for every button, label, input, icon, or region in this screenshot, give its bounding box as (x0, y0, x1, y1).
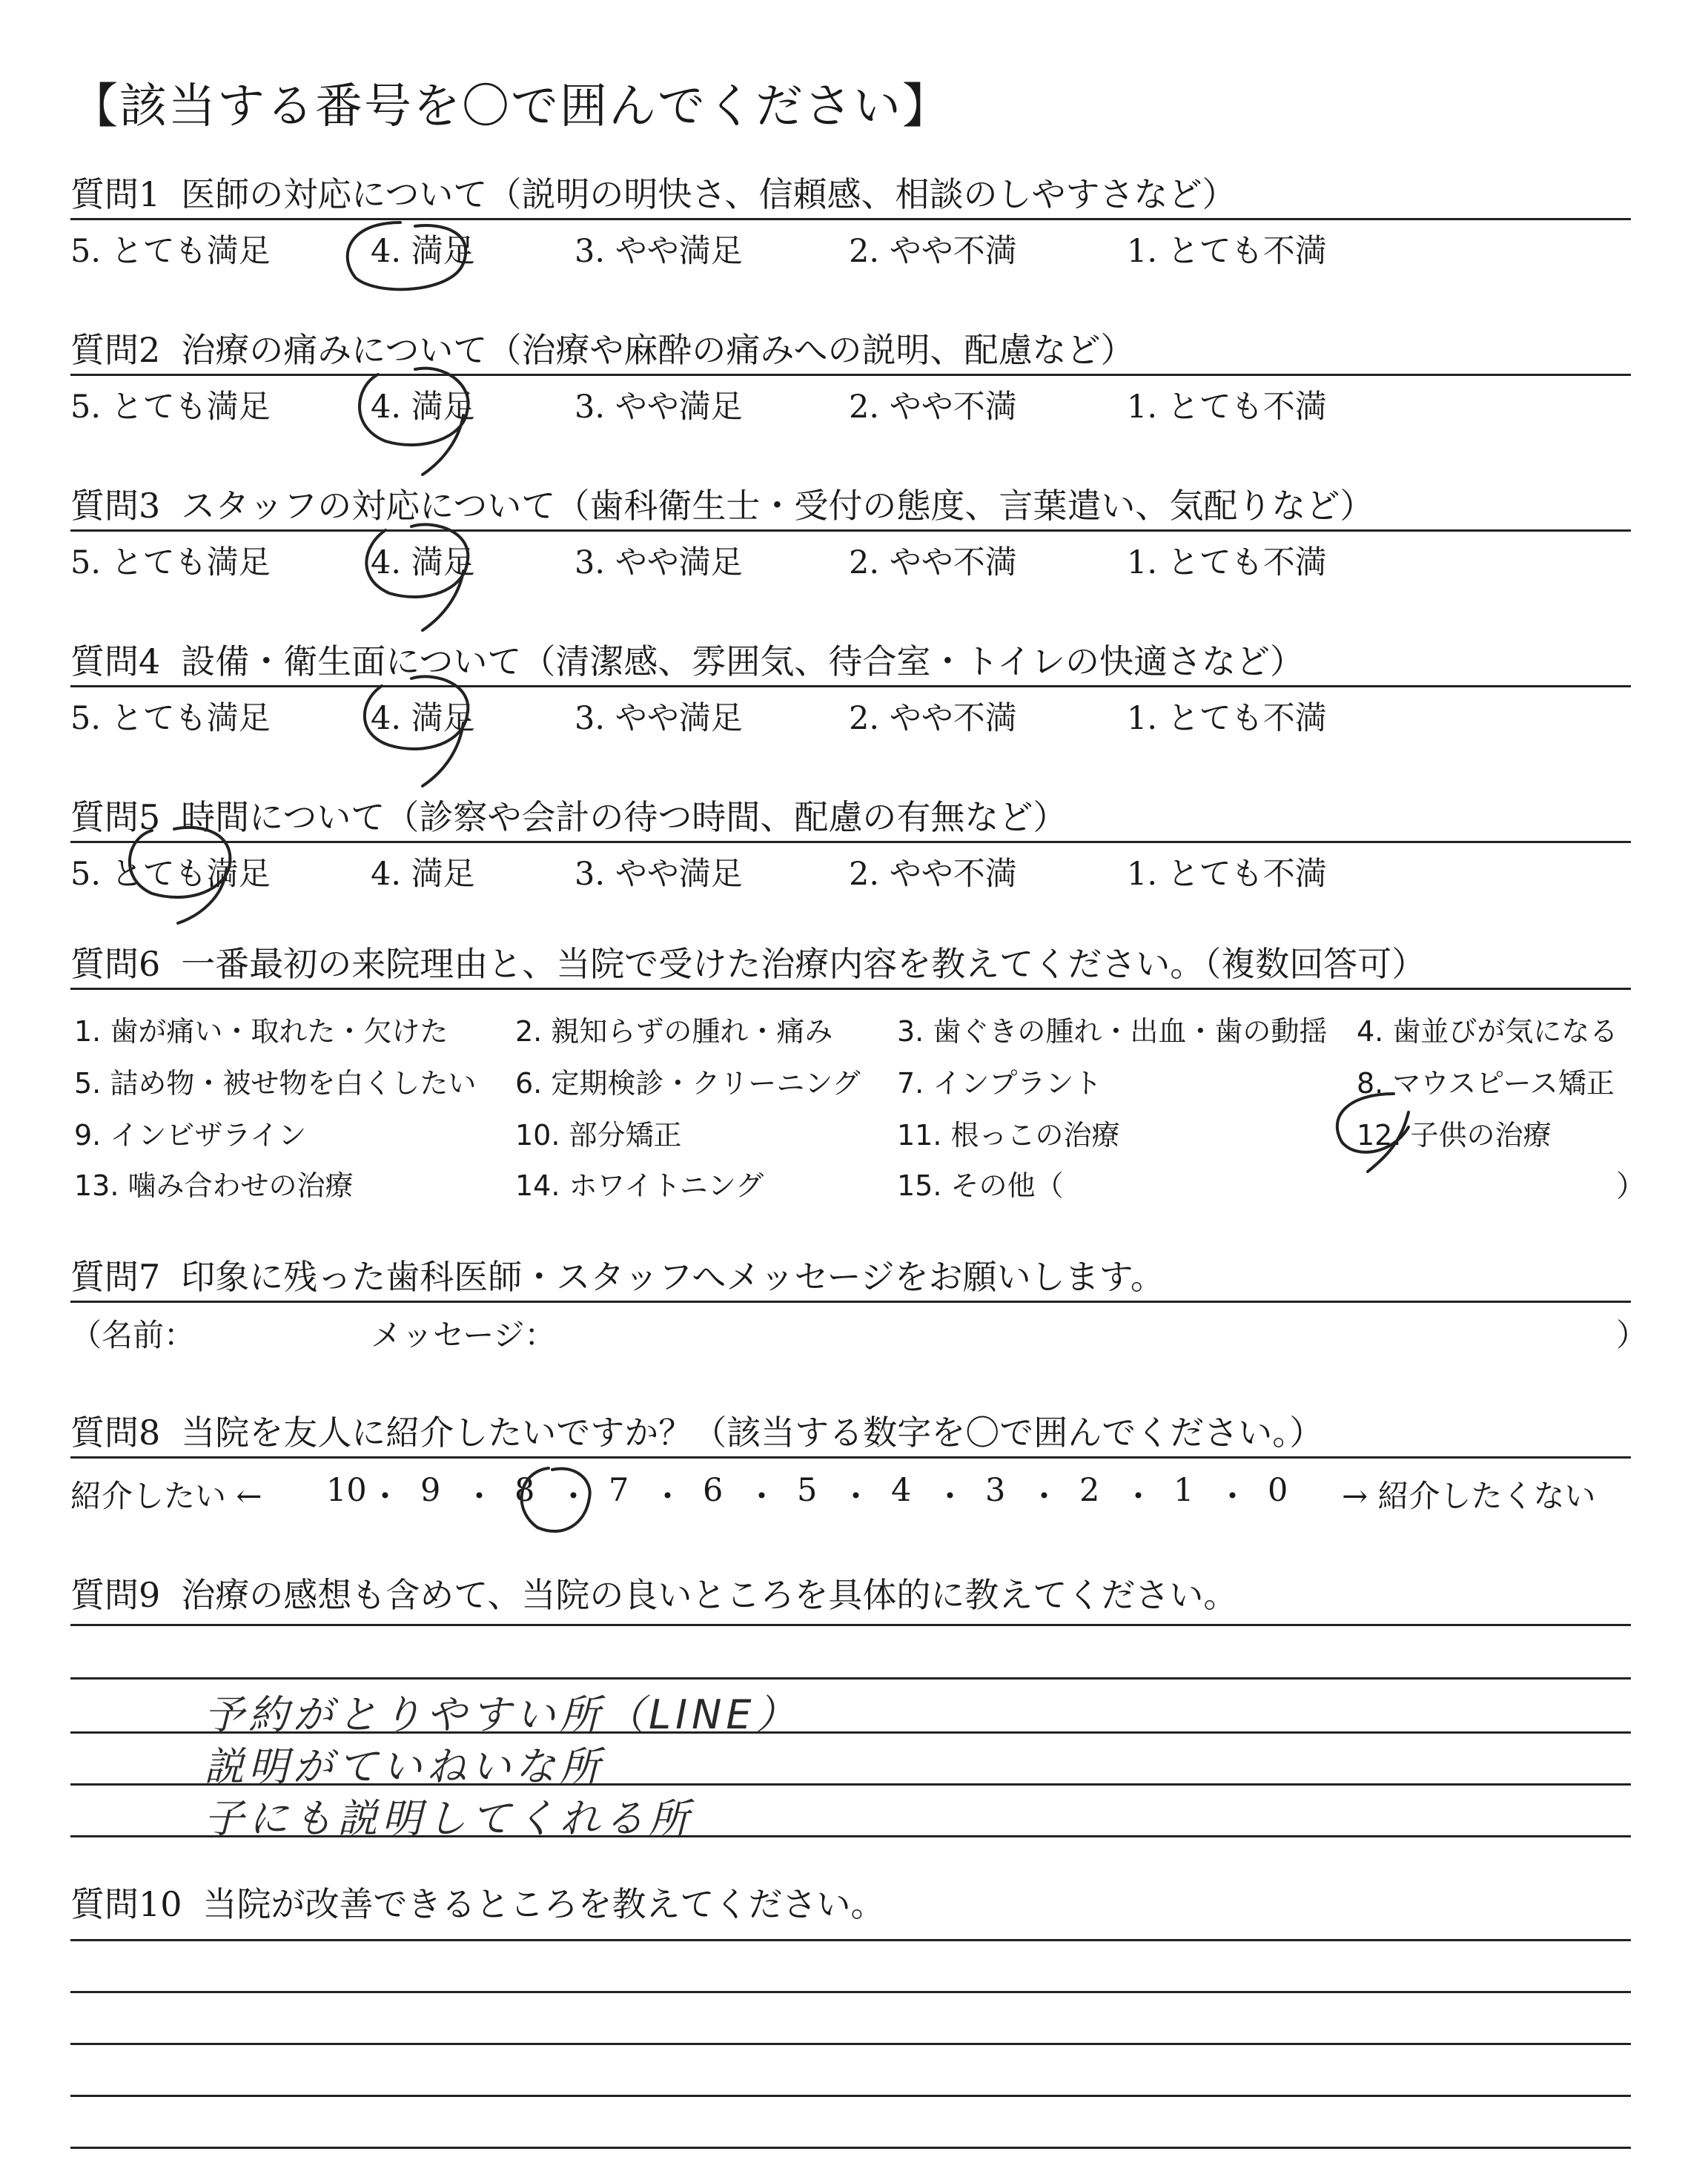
question-3-text: スタッフの対応について（歯科衛生士・受付の態度、言葉遣い、気配りなど） (181, 486, 1374, 526)
question-6-number: 質問6 (70, 944, 161, 984)
q6-option[interactable]: 8. マウスピース矯正 (1357, 1067, 1615, 1100)
rating-option[interactable]: 5. とても満足 (70, 544, 271, 581)
page-heading: 【該当する番号を〇で囲んでください】 (70, 79, 951, 134)
q8-scale-value[interactable]: 8 (514, 1472, 535, 1509)
answer-line (70, 2043, 1631, 2045)
question-8-text: 当院を友人に紹介したいですか？（該当する数字を〇で囲んでください。） (181, 1413, 1324, 1453)
question-2-text: 治療の痛みについて（治療や麻酔の痛みへの説明、配慮など） (181, 330, 1135, 370)
q8-right-label: → 紹介したくない (1342, 1478, 1596, 1514)
q8-scale-value[interactable]: 7 (609, 1472, 629, 1509)
rating-option[interactable]: 5. とても満足 (70, 856, 271, 893)
question-4-text: 設備・衛生面について（清潔感、雰囲気、待合室・トイレの快適さなど） (181, 641, 1305, 681)
question-5-header (70, 793, 1631, 843)
question-1-text: 医師の対応について（説明の明快さ、信頼感、相談のしやすさなど） (181, 174, 1237, 214)
q8-scale-separator: ・ (652, 1479, 683, 1516)
rating-option[interactable]: 2. やや不満 (849, 856, 1017, 893)
rating-option[interactable]: 2. やや不満 (849, 700, 1017, 737)
question-7-header (70, 1253, 1631, 1303)
question-3-options (70, 538, 1627, 582)
question-10-text: 当院が改善できるところを教えてください。 (202, 1884, 885, 1924)
q6-option[interactable]: 12. 子供の治療 (1357, 1119, 1552, 1152)
rating-option[interactable]: 2. やや不満 (849, 389, 1017, 426)
q9-answer-line-3: 子にも説明してくれる所 (204, 1795, 693, 1842)
rating-option[interactable]: 4. 満足 (371, 389, 475, 426)
q8-scale-value[interactable]: 3 (985, 1472, 1006, 1509)
q6-option[interactable]: 6. 定期検診・クリーニング (515, 1067, 861, 1100)
question-2-number: 質問2 (70, 330, 161, 370)
q8-left-label: 紹介したい ← (70, 1478, 262, 1514)
rating-option[interactable]: 1. とても不満 (1127, 856, 1327, 893)
q8-scale-separator: ・ (840, 1479, 872, 1516)
question-8-header (70, 1409, 1631, 1459)
question-7-number: 質問7 (70, 1257, 161, 1297)
q7-name-label: （名前： (70, 1317, 196, 1353)
q6-option[interactable]: 4. 歯並びが気になる (1357, 1015, 1618, 1048)
question-9-header (70, 1568, 1237, 1617)
q8-scale-separator: ・ (1028, 1479, 1060, 1516)
answer-line (70, 2095, 1631, 2097)
question-7-text: 印象に残った歯科医師・スタッフへメッセージをお願いします。 (181, 1257, 1165, 1297)
q8-scale-value[interactable]: 5 (797, 1472, 818, 1509)
answer-line (70, 1991, 1631, 1993)
q8-scale-value[interactable]: 4 (891, 1472, 912, 1509)
q7-close-paren: ） (1616, 1317, 1648, 1353)
rating-option[interactable]: 3. やや満足 (575, 389, 743, 426)
rating-option[interactable]: 5. とても満足 (70, 700, 271, 737)
rating-option[interactable]: 4. 満足 (371, 700, 475, 737)
question-6-text: 一番最初の来院理由と、当院で受けた治療内容を教えてください。（複数回答可） (181, 944, 1426, 984)
q6-option[interactable]: 5. 詰め物・被せ物を白くしたい (74, 1067, 477, 1100)
question-4-header (70, 638, 1631, 687)
rating-option[interactable]: 3. やや満足 (575, 856, 743, 893)
question-1-header (70, 171, 1631, 220)
rating-option[interactable]: 1. とても不満 (1127, 544, 1327, 581)
q8-scale-separator: ・ (557, 1479, 589, 1516)
q8-scale-value[interactable]: 0 (1268, 1472, 1288, 1509)
q8-scale-separator: ・ (746, 1479, 778, 1516)
rating-option[interactable]: 3. やや満足 (575, 700, 743, 737)
q8-scale-separator: ・ (369, 1479, 401, 1516)
question-10-header (70, 1877, 885, 1926)
question-4-options (70, 693, 1627, 738)
rating-option[interactable]: 4. 満足 (371, 544, 475, 581)
rating-option[interactable]: 4. 満足 (371, 233, 475, 270)
q8-scale-value[interactable]: 9 (420, 1472, 441, 1509)
question-2-options (70, 382, 1627, 426)
rating-option[interactable]: 3. やや満足 (575, 233, 743, 270)
q6-option[interactable]: 9. インビザライン (74, 1119, 307, 1152)
rating-option[interactable]: 1. とても不満 (1127, 700, 1327, 737)
q6-option[interactable]: 3. 歯ぐきの腫れ・出血・歯の動揺 (897, 1015, 1328, 1048)
question-8-number: 質問8 (70, 1413, 161, 1453)
q6-option[interactable]: 10. 部分矯正 (515, 1119, 682, 1152)
q8-scale-separator: ・ (934, 1479, 966, 1516)
q8-scale-value[interactable]: 1 (1174, 1472, 1194, 1509)
rating-option[interactable]: 3. やや満足 (575, 544, 743, 581)
question-3-header (70, 482, 1631, 532)
q9-answer-line-2: 説明がていねいな所 (204, 1743, 604, 1790)
answer-line (70, 1939, 1631, 1941)
q7-message-label: メッセージ： (371, 1317, 556, 1353)
q6-option[interactable]: 2. 親知らずの腫れ・痛み (515, 1015, 833, 1048)
question-10-number: 質問10 (70, 1884, 182, 1924)
q8-scale-separator: ・ (1217, 1479, 1248, 1516)
rating-option[interactable]: 4. 満足 (371, 856, 475, 893)
question-5-options (70, 849, 1627, 894)
rating-option[interactable]: 1. とても不満 (1127, 389, 1327, 426)
question-3-number: 質問3 (70, 486, 161, 526)
question-1-options (70, 226, 1627, 271)
q8-scale-value[interactable]: 10 (326, 1472, 367, 1509)
q8-scale-value[interactable]: 2 (1079, 1472, 1100, 1509)
q6-option[interactable]: 1. 歯が痛い・取れた・欠けた (74, 1015, 448, 1048)
rating-option[interactable]: 5. とても満足 (70, 389, 271, 426)
answer-line (70, 2147, 1631, 2149)
q8-scale-value[interactable]: 6 (703, 1472, 724, 1509)
q6-option[interactable]: 15. その他（ (897, 1169, 1064, 1202)
q8-scale-separator: ・ (1122, 1479, 1154, 1516)
question-9-text: 治療の感想も含めて、当院の良いところを具体的に教えてください。 (181, 1575, 1238, 1615)
q6-option[interactable]: 14. ホワイトニング (515, 1169, 764, 1202)
question-6-header (70, 940, 1631, 990)
question-1-number: 質問1 (70, 174, 161, 214)
q6-option[interactable]: 11. 根っこの治療 (897, 1119, 1120, 1152)
question-2-header (70, 326, 1631, 376)
question-5-number: 質問5 (70, 797, 161, 837)
q9-answer-line-1: 予約がとりやすい所（LINE） (204, 1691, 801, 1738)
answer-line (70, 1677, 1631, 1680)
rating-option[interactable]: 1. とても不満 (1127, 233, 1327, 270)
question-5-text: 時間について（診察や会計の待つ時間、配慮の有無など） (181, 797, 1068, 837)
rating-option[interactable]: 2. やや不満 (849, 233, 1017, 270)
q8-scale-separator: ・ (463, 1479, 495, 1516)
answer-line (70, 1624, 1631, 1626)
rating-option[interactable]: 5. とても満足 (70, 233, 271, 270)
q6-option[interactable]: 7. インプラント (897, 1067, 1102, 1100)
question-4-number: 質問4 (70, 641, 161, 681)
q6-close-paren: ） (1616, 1169, 1646, 1203)
rating-option[interactable]: 2. やや不満 (849, 544, 1017, 581)
q6-option[interactable]: 13. 噛み合わせの治療 (74, 1169, 354, 1202)
question-9-number: 質問9 (70, 1575, 161, 1615)
